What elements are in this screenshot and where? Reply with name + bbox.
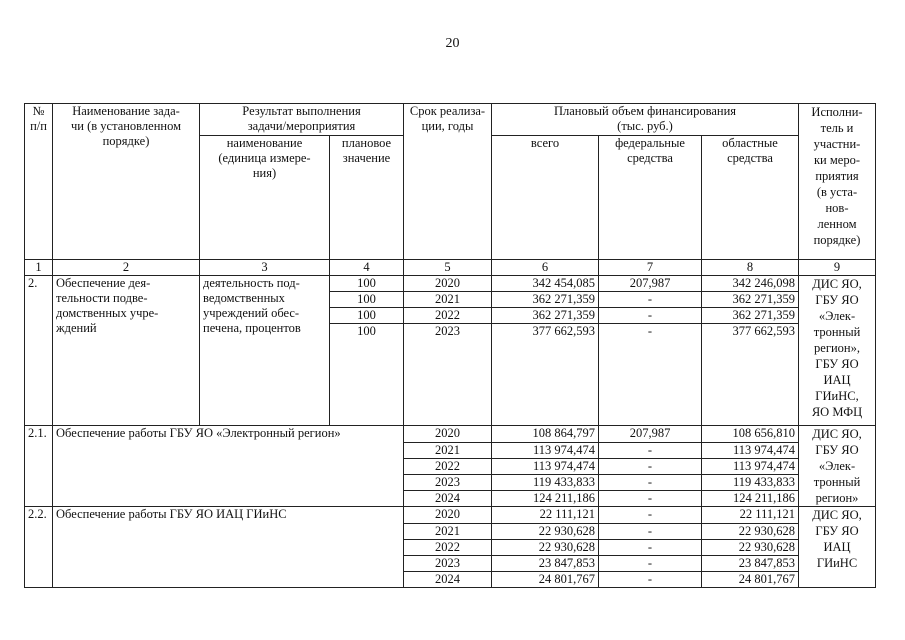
column-number: 6 <box>492 260 599 276</box>
row-federal: - <box>599 572 702 588</box>
row-total: 24 801,767 <box>492 572 599 588</box>
row-year: 2023 <box>404 556 492 572</box>
row-regional: 24 801,767 <box>702 572 799 588</box>
row-num: 2. <box>25 276 53 426</box>
financing-table <box>24 103 876 588</box>
header-federal: федеральные средства <box>599 136 702 260</box>
row-executor: ДИС ЯО, ГБУ ЯО ИАЦ ГИиНС <box>799 507 876 588</box>
row-federal: - <box>599 507 702 524</box>
row-year: 2024 <box>404 491 492 507</box>
row-federal: - <box>599 491 702 507</box>
row-regional: 119 433,833 <box>702 475 799 491</box>
row-year: 2022 <box>404 459 492 475</box>
row-total: 113 974,474 <box>492 443 599 459</box>
row-year: 2021 <box>404 443 492 459</box>
row-plan: 100 <box>330 324 404 426</box>
row-federal: - <box>599 292 702 308</box>
row-year: 2021 <box>404 292 492 308</box>
row-year: 2022 <box>404 540 492 556</box>
row-federal: - <box>599 324 702 426</box>
row-total: 342 454,085 <box>492 276 599 292</box>
header-executor: Исполни- тель и участни- ки меро- приятия (в уста- нов- ленном порядке) <box>799 104 876 260</box>
row-year: 2020 <box>404 507 492 524</box>
column-number: 3 <box>200 260 330 276</box>
column-number-row <box>25 260 876 276</box>
row-federal: 207,987 <box>599 276 702 292</box>
header-regional: областные средства <box>702 136 799 260</box>
row-regional: 124 211,186 <box>702 491 799 507</box>
column-number: 9 <box>799 260 876 276</box>
row-regional: 22 111,121 <box>702 507 799 524</box>
row-executor: ДИС ЯО, ГБУ ЯО «Элек- тронный регион», ГБУ ЯО ИАЦ ГИиНС, ЯО МФЦ <box>799 276 876 426</box>
row-plan: 100 <box>330 292 404 308</box>
row-total: 22 930,628 <box>492 540 599 556</box>
row-regional: 23 847,853 <box>702 556 799 572</box>
row-federal: - <box>599 475 702 491</box>
row-federal: - <box>599 540 702 556</box>
column-number: 8 <box>702 260 799 276</box>
row-total: 124 211,186 <box>492 491 599 507</box>
row-regional: 22 930,628 <box>702 540 799 556</box>
row-total: 23 847,853 <box>492 556 599 572</box>
row-result-name: деятельность под- ведомственных учреждений обес- печена, процентов <box>200 276 330 426</box>
row-federal: - <box>599 524 702 540</box>
row-total: 108 864,797 <box>492 426 599 443</box>
row-regional: 108 656,810 <box>702 426 799 443</box>
row-total: 22 111,121 <box>492 507 599 524</box>
row-year: 2021 <box>404 524 492 540</box>
row-federal: - <box>599 556 702 572</box>
row-executor: ДИС ЯО, ГБУ ЯО «Элек- тронный регион» <box>799 426 876 507</box>
row-regional: 22 930,628 <box>702 524 799 540</box>
table-row <box>25 507 876 524</box>
row-regional: 377 662,593 <box>702 324 799 426</box>
header-result-name: наименование (единица измере- ния) <box>200 136 330 260</box>
column-number: 1 <box>25 260 53 276</box>
column-number: 4 <box>330 260 404 276</box>
row-regional: 362 271,359 <box>702 308 799 324</box>
header-task: Наименование зада- чи (в установленном порядке) <box>53 104 200 260</box>
row-num: 2.2. <box>25 507 53 588</box>
row-year: 2023 <box>404 324 492 426</box>
header-row-1 <box>25 104 876 136</box>
row-federal: - <box>599 308 702 324</box>
row-federal: - <box>599 443 702 459</box>
row-total: 22 930,628 <box>492 524 599 540</box>
row-total: 362 271,359 <box>492 308 599 324</box>
header-result-plan: плановое значение <box>330 136 404 260</box>
row-total: 362 271,359 <box>492 292 599 308</box>
row-total: 113 974,474 <box>492 459 599 475</box>
column-number: 5 <box>404 260 492 276</box>
row-year: 2023 <box>404 475 492 491</box>
row-federal: 207,987 <box>599 426 702 443</box>
page-number: 20 <box>445 36 460 51</box>
row-plan: 100 <box>330 308 404 324</box>
header-period: Срок реализа- ции, годы <box>404 104 492 260</box>
header-result: Результат выполнения задачи/мероприятия <box>200 104 404 136</box>
table-row <box>25 276 876 292</box>
row-total: 119 433,833 <box>492 475 599 491</box>
row-year: 2020 <box>404 276 492 292</box>
row-regional: 342 246,098 <box>702 276 799 292</box>
row-federal: - <box>599 459 702 475</box>
header-total: всего <box>492 136 599 260</box>
row-plan: 100 <box>330 276 404 292</box>
row-year: 2020 <box>404 426 492 443</box>
row-task: Обеспечение работы ГБУ ЯО «Электронный регион» <box>53 426 404 507</box>
row-task: Обеспечение дея- тельности подве- домственных учре- ждений <box>53 276 200 426</box>
row-year: 2024 <box>404 572 492 588</box>
row-regional: 113 974,474 <box>702 459 799 475</box>
column-number: 2 <box>53 260 200 276</box>
row-total: 377 662,593 <box>492 324 599 426</box>
row-regional: 362 271,359 <box>702 292 799 308</box>
header-num: № п/п <box>25 104 53 260</box>
header-finance: Плановый объем финансирования (тыс. руб.) <box>492 104 799 136</box>
table-row <box>25 426 876 443</box>
row-task: Обеспечение работы ГБУ ЯО ИАЦ ГИиНС <box>53 507 404 588</box>
column-number: 7 <box>599 260 702 276</box>
row-year: 2022 <box>404 308 492 324</box>
row-num: 2.1. <box>25 426 53 507</box>
row-regional: 113 974,474 <box>702 443 799 459</box>
